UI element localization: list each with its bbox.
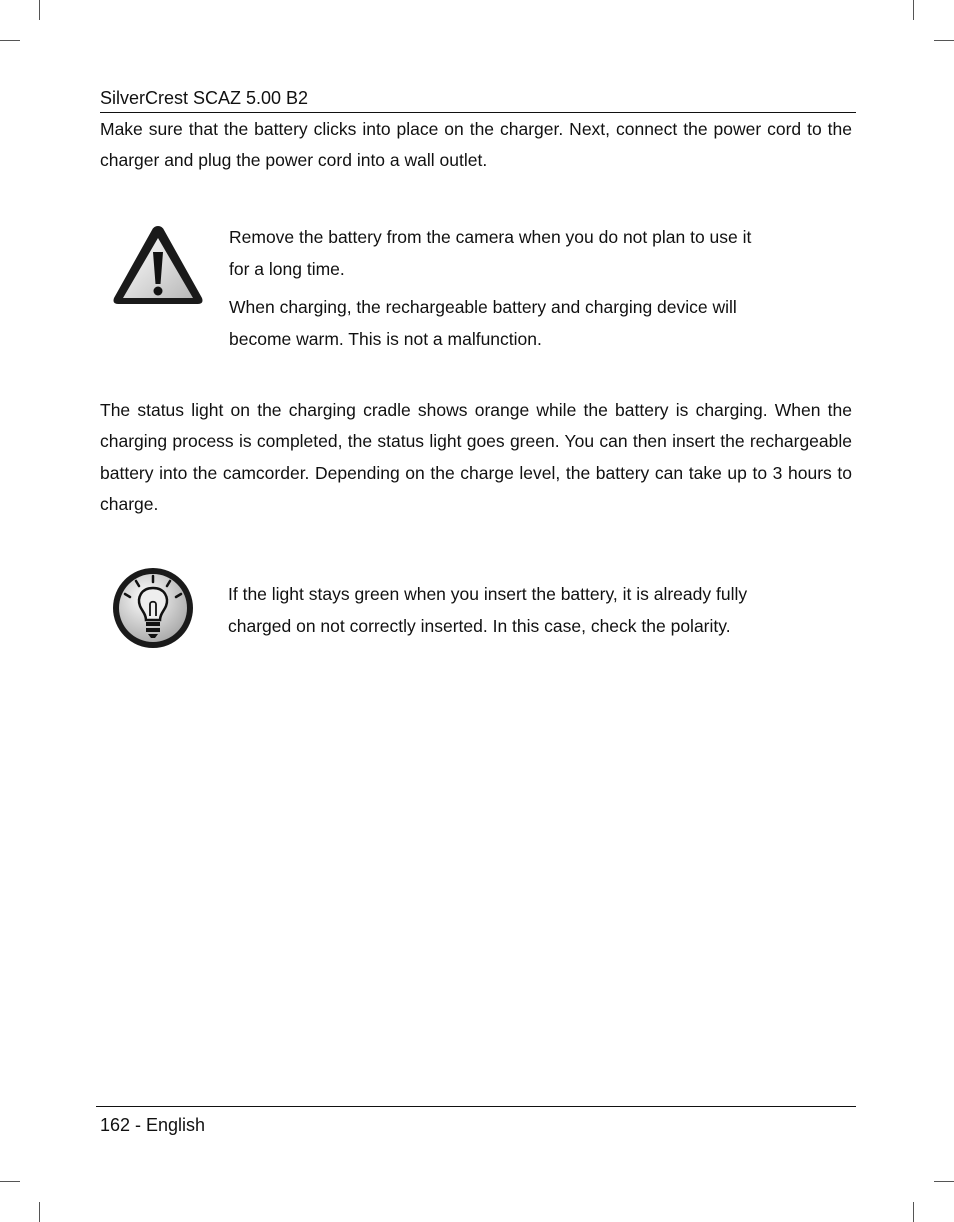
crop-mark (39, 1202, 40, 1222)
warning-line: Remove the battery from the camera when you do not plan to use it (229, 227, 752, 247)
crop-mark (913, 1202, 914, 1222)
warning-line: become warm. This is not a malfunction. (229, 329, 542, 349)
warning-note (229, 221, 789, 355)
intro-paragraph: Make sure that the battery clicks into place on the charger. Next, connect the power cord to the charger and plug the power cord into a wall outlet. (100, 119, 852, 171)
document-title: SilverCrest SCAZ 5.00 B2 (100, 88, 309, 108)
page-header (100, 86, 856, 113)
warning-line: When charging, the rechargeable battery and charging device will (229, 297, 737, 317)
warning-triangle-icon (110, 222, 206, 313)
crop-mark (39, 0, 40, 20)
lightbulb-icon (110, 566, 196, 655)
crop-mark (934, 40, 954, 41)
status-paragraph: The status light on the charging cradle shows orange while the battery is charging. When the charging process is completed, the status light goes green. You can then insert the rechargeable battery into the camcorder. Depending on the charge level, the battery can take up to 3 hours to charge. (100, 400, 852, 514)
tip-line: charged on not correctly inserted. In this case, check the polarity. (228, 616, 731, 636)
warning-line: for a long time. (229, 259, 345, 279)
crop-mark (0, 1181, 20, 1182)
page-number: 162 - English (100, 1115, 206, 1135)
crop-mark (0, 40, 20, 41)
crop-mark (934, 1181, 954, 1182)
crop-mark (913, 0, 914, 20)
tip-line: If the light stays green when you insert the battery, it is already fully (228, 584, 748, 604)
page-footer (96, 1106, 856, 1137)
tip-note (228, 578, 788, 642)
